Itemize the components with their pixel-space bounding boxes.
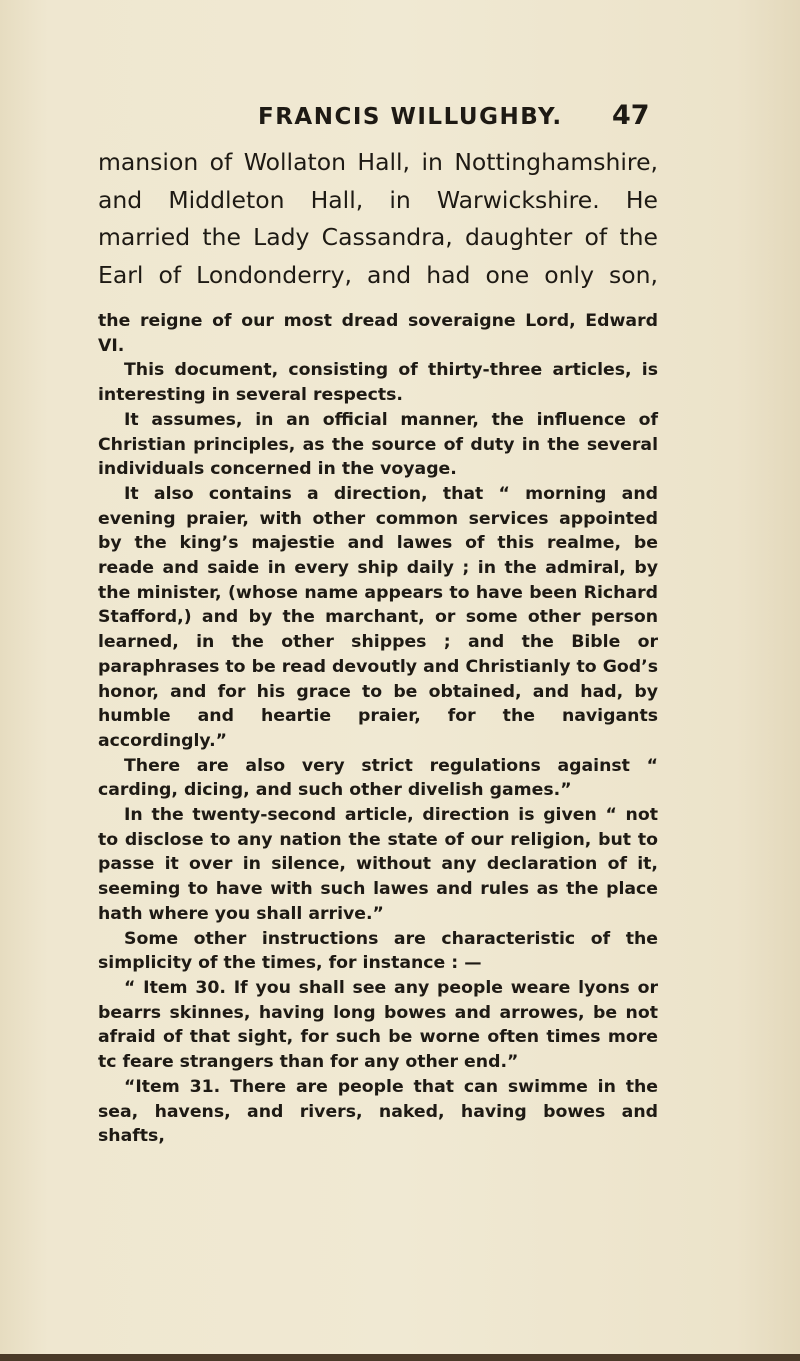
lead-text	[98, 144, 658, 294]
paragraph: This document, consisting of thirty-three articles, is interesting in several respects.	[98, 360, 658, 406]
paragraph: “ Item 30. If you shall see any people weare lyons or bearrs skinnes, having long bowes and arrowes, be not afraid of that sight, for such be worne often times more tc feare strangers than for any other end.”	[98, 977, 658, 1073]
page-number: 47	[612, 100, 650, 131]
paragraph: the reigne of our most dread soveraigne Lord, Edward VI.	[98, 311, 658, 356]
paragraph: “Item 31. There are people that can swimme in the sea, havens, and rivers, naked, having bowes and shafts,	[98, 1076, 658, 1147]
lead-line: and Middleton Hall, in Warwickshire. He	[98, 185, 658, 214]
body-text	[98, 309, 658, 1149]
page-bottom-edge	[0, 1354, 800, 1361]
running-head: FRANCIS WILLUGHBY.	[258, 104, 563, 130]
lead-line: married the Lady Cassandra, daughter of the	[98, 223, 658, 251]
paragraph: It also contains a direction, that “ morning and evening praier, with other common services appointed by the king’s majestie and lawes of this realme, be reade and saide in every ship daily ; in the admiral, by the minister, (whose name appears to have been Richard Stafford,) and by the marchant, or some other person learned, in the other shippes ; and the Bible or paraphrases to be read devoutly and Christianly to God’s honor, and for his grace to be obtained, and had, by humble and heartie praier, for the navigants accordingly.”	[98, 483, 658, 751]
paragraph: Some other instructions are characteristic of the simplicity of the times, for instance : —	[98, 928, 658, 974]
lead-line: mansion of Wollaton Hall, in Nottinghamshire,	[98, 148, 658, 176]
paragraph: It assumes, in an official manner, the influence of Christian principles, as the source of duty in the several individuals concerned in the voyage.	[98, 409, 658, 480]
paragraph: In the twenty-second article, direction is given “ not to disclose to any nation the state of our religion, but to passe it over in silence, without any declaration of it, seeming to have with such lawes and rules as the place hath where you shall arrive.”	[98, 805, 658, 924]
lead-line: Earl of Londonderry, and had one only son,	[98, 260, 658, 289]
paragraph: There are also very strict regulations against “ carding, dicing, and such other divelish games.”	[98, 755, 658, 801]
